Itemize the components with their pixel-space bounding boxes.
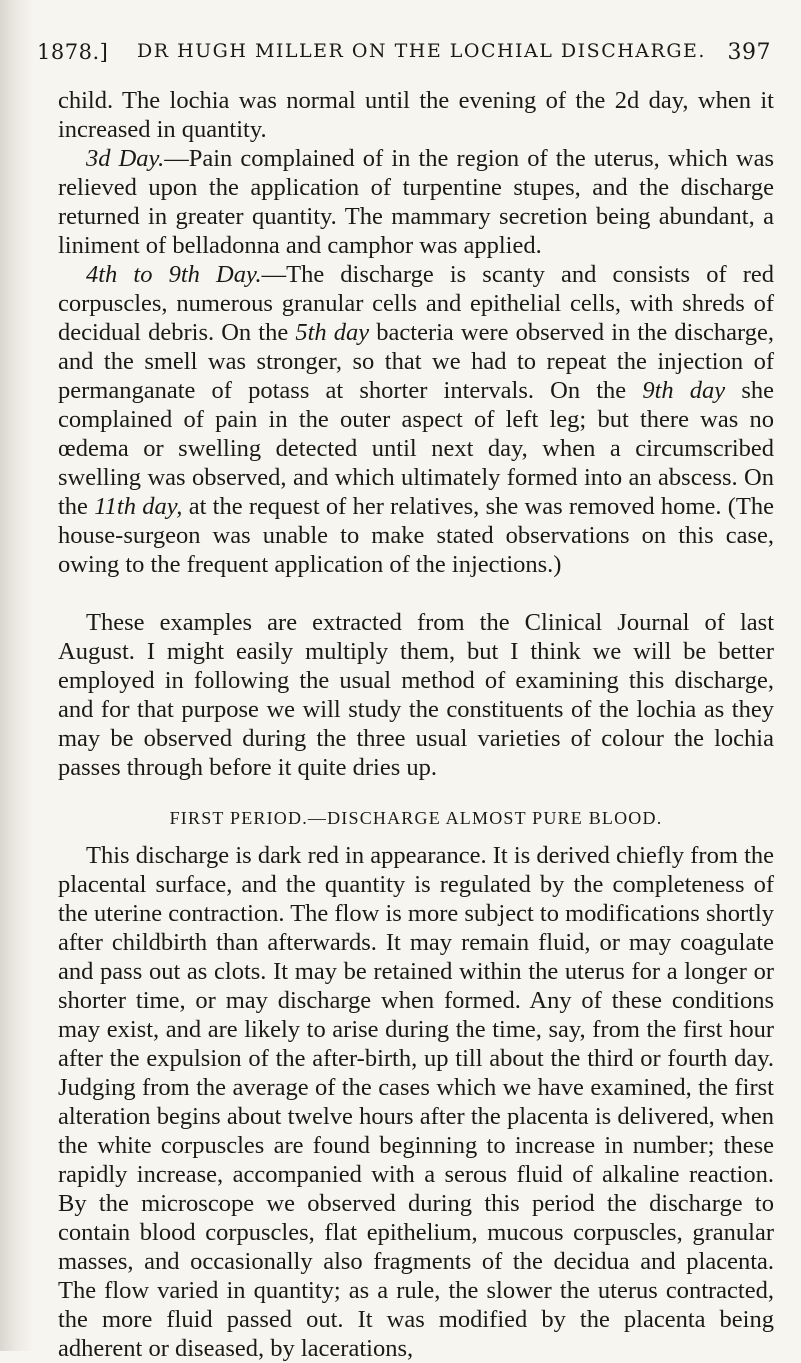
binding-gutter-shadow xyxy=(0,0,34,1351)
header-running-title: DR HUGH MILLER ON THE LOCHIAL DISCHARGE. xyxy=(137,40,706,62)
day-ref-5th: 5th day xyxy=(295,319,370,346)
day-label-4th-to-9th: 4th to 9th Day. xyxy=(86,261,262,288)
day-label-3d: 3d Day. xyxy=(86,145,165,172)
day-ref-11th: 11th day, xyxy=(94,493,183,520)
paragraph-first-period: This discharge is dark red in appearance. It is derived chiefly from the placental surface, and the quantity is regulated by the completeness of the uterine contraction. The flow is more subject to modifications shortly after childbirth than afterwards. It may remain fluid, or may coagulate and pass out as clots. It may be retained within the uterus for a longer or shorter time, or may discharge when formed. Any of these conditions may exist, and are likely to arise during the time, say, from the first hour after the expulsion of the after-birth, up till about the third or fourth day. Judging from the average of the cases which we have examined, the first alteration begins about twelve hours after the placenta is delivered, when the white corpuscles are found beginning to increase in number; these rapidly increase, accompanied with a serous fluid of alkaline reaction. By the microscope we observed during this period the discharge to contain blood corpuscles, flat epithelium, mucous corpuscles, granular masses, and occasionally also fragments of the decidua and placenta. The flow varied in quantity; as a rule, the slower the uterus contracted, the more fluid passed out. It was modified by the placenta being adherent or diseased, by lacerations, xyxy=(58,842,775,1362)
paragraph-3d-day-text: —Pain complained of in the region of the uterus, which was relieved upon the application of turpentine stupes, and the discharge returned in greater quantity. The mammary secretion being abundant, a liniment of belladonna and camphor was applied. xyxy=(58,145,775,259)
day-ref-9th: 9th day xyxy=(642,377,726,404)
paragraph-segment: bacteria were observed in the discharge, and the smell was stronger, so that we had to repeat the injection of permanganate of potass at shorter intervals. On the xyxy=(58,319,774,404)
paragraph-3d-day xyxy=(58,144,774,260)
page-number: 397 xyxy=(727,40,771,65)
paragraph-examples-note: These examples are extracted from the Clinical Journal of last August. I might easily multiply them, but I think we will be better employed in following the usual method of examining this discharge, and for that purpose we will study the constituents of the lochia as they may be observed during the three usual varieties of colour the lochia passes through before it quite dries up. xyxy=(58,609,774,781)
paragraph-case-continuation: child. The lochia was normal until the evening of the 2d day, when it increased in quantity. xyxy=(58,87,774,143)
paragraph-segment: she complained of pain in the outer aspect of left leg; but there was no œdema or swelling detected until next day, when a circumscribed swelling was observed, and which ultimately formed into an abscess. On the xyxy=(58,377,774,520)
running-header xyxy=(37,40,771,70)
body-text xyxy=(58,86,774,1363)
section-heading-first-period: FIRST PERIOD.—DISCHARGE ALMOST PURE BLOOD. xyxy=(169,808,663,828)
paragraph-4th-to-9th-day xyxy=(58,260,774,579)
paragraph-segment: —The discharge is scanty and consists of red corpuscles, numerous granular cells and epithelial cells, with shreds of decidual debris. On the xyxy=(58,261,775,346)
header-year: 1878.] xyxy=(37,40,109,64)
paragraph-segment: at the request of her relatives, she was removed home. (The house-surgeon was unable to make stated observations on this case, owing to the frequent application of the injections.) xyxy=(58,493,774,578)
